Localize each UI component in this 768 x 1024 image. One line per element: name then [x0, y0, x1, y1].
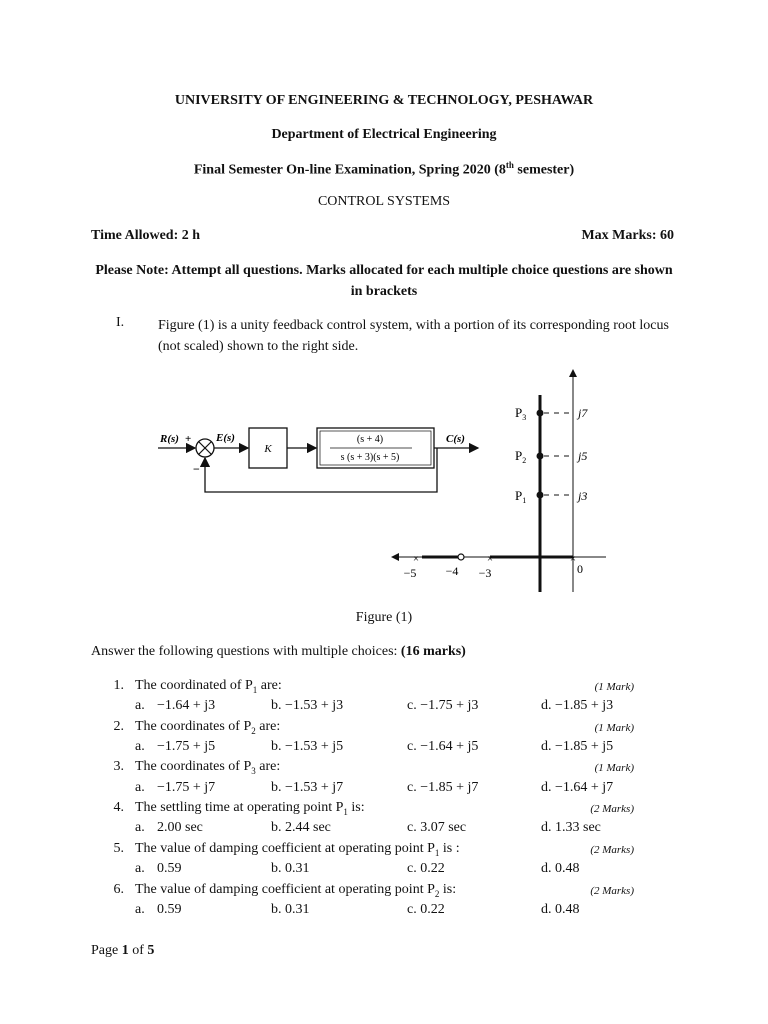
option-d[interactable]: d. −1.85 + j5: [541, 739, 614, 754]
instructions-text: Answer the following questions with multiple choices:: [91, 644, 401, 659]
p1-label: $P_1$: [515, 488, 527, 505]
option-c[interactable]: c. 0.22: [407, 861, 445, 876]
question-text: The settling time at operating point $P_1$ is:: [135, 800, 365, 817]
exam-title-suffix: semester): [513, 162, 575, 178]
option-d[interactable]: d. 1.33 sec: [541, 820, 601, 835]
question-marks: (1 Mark): [594, 762, 634, 774]
figure-1: [0, 360, 768, 610]
max-marks: Max Marks: 60: [581, 228, 674, 243]
p3-value: j7: [578, 406, 588, 420]
tick-minus3: −3: [478, 566, 492, 580]
plus-sign: +: [185, 433, 192, 445]
question-text: The value of damping coefficient at operating point $P_2$ is:: [135, 882, 457, 899]
option-d[interactable]: d. −1.85 + j3: [541, 698, 614, 713]
option-c[interactable]: c. −1.85 + j7: [407, 780, 479, 795]
course-title: CONTROL SYSTEMS: [317, 194, 451, 209]
option-c[interactable]: c. 3.07 sec: [407, 820, 467, 835]
option-a[interactable]: a. −1.64 + j3: [135, 698, 216, 713]
plant-numerator: (s + 4): [356, 434, 384, 445]
instructions-marks: (16 marks): [400, 644, 466, 659]
option-b[interactable]: b. 0.31: [271, 861, 310, 876]
exam-title-sup: th: [505, 160, 514, 170]
question-number: 4.: [113, 800, 124, 815]
input-label: R(s): [160, 433, 179, 445]
university-name: UNIVERSITY OF ENGINEERING & TECHNOLOGY, PESHAWAR: [174, 93, 594, 108]
gain-label: K: [264, 443, 272, 455]
instructions: [91, 644, 466, 660]
question-marks: (2 Marks): [590, 844, 634, 856]
section-numeral: I.: [116, 315, 125, 330]
plant-denominator: s (s + 3)(s + 5): [340, 452, 400, 463]
svg-text:×: ×: [569, 553, 577, 565]
option-b[interactable]: b. −1.53 + j5: [271, 739, 344, 754]
option-a[interactable]: a. 0.59: [135, 861, 182, 876]
question-text: The coordinates of $P_3$ are:: [135, 759, 281, 776]
question-number: 2.: [113, 719, 124, 734]
question-number: 5.: [113, 841, 124, 856]
option-d[interactable]: d. 0.48: [541, 902, 580, 917]
p2-label: $P_2$: [515, 448, 527, 465]
exam-title-prefix: Final Semester On-line Examination, Spring 2020 (8: [193, 162, 506, 178]
option-a[interactable]: a. 2.00 sec: [135, 820, 203, 835]
tick-minus4: −4: [445, 564, 459, 578]
option-a[interactable]: a. 0.59: [135, 902, 182, 917]
minus-sign: −: [193, 462, 200, 476]
p3-label: $P_3$: [515, 405, 527, 422]
point-p2: [537, 453, 544, 460]
option-b[interactable]: b. 2.44 sec: [271, 820, 331, 835]
page-number: Page 1 of 5: [91, 943, 155, 958]
error-label: E(s): [216, 432, 235, 444]
block-diagram: [158, 428, 478, 492]
point-p1: [537, 492, 544, 499]
question-marks: (2 Marks): [590, 803, 634, 815]
option-b[interactable]: b. −1.53 + j7: [271, 780, 344, 795]
p1-value: j3: [578, 489, 588, 503]
p2-value: j5: [578, 449, 588, 463]
question-text: The value of damping coefficient at operating point $P_1$ is :: [135, 841, 460, 858]
output-label: C(s): [446, 433, 465, 445]
option-c[interactable]: c. −1.64 + j5: [407, 739, 479, 754]
department-name: Department of Electrical Engineering: [271, 127, 497, 142]
question-text: The coordinates of $P_2$ are:: [135, 719, 281, 736]
question-marks: (1 Mark): [594, 722, 634, 734]
section-text: Figure (1) is a unity feedback control system, with a portion of its corresponding root locus (not scaled) shown to the right side.: [158, 318, 669, 354]
time-allowed: Time Allowed: 2 h: [91, 228, 201, 243]
option-a[interactable]: a. −1.75 + j7: [135, 780, 216, 795]
figure-caption: Figure (1): [355, 610, 413, 625]
question-text: The coordinated of $P_1$ are:: [135, 678, 282, 695]
question-number: 3.: [113, 759, 124, 774]
svg-text:×: ×: [486, 553, 494, 565]
tick-zero: 0: [577, 562, 583, 576]
point-p3: [537, 410, 544, 417]
tick-minus5: −5: [403, 566, 417, 580]
question-number: 1.: [113, 678, 124, 693]
option-b[interactable]: b. 0.31: [271, 902, 310, 917]
exam-title: [0, 160, 768, 179]
question-number: 6.: [113, 882, 124, 897]
option-a[interactable]: a. −1.75 + j5: [135, 739, 216, 754]
option-c[interactable]: c. 0.22: [407, 902, 445, 917]
question-marks: (2 Marks): [590, 885, 634, 897]
option-d[interactable]: d. 0.48: [541, 861, 580, 876]
question-marks: (1 Mark): [594, 681, 634, 693]
root-locus: [392, 370, 606, 592]
option-c[interactable]: c. −1.75 + j3: [407, 698, 479, 713]
please-note: Please Note: Attempt all questions. Marks allocated for each multiple choice questions are shown in brackets: [95, 263, 673, 299]
svg-text:×: ×: [412, 553, 420, 565]
option-b[interactable]: b. −1.53 + j3: [271, 698, 344, 713]
option-d[interactable]: d. −1.64 + j7: [541, 780, 614, 795]
